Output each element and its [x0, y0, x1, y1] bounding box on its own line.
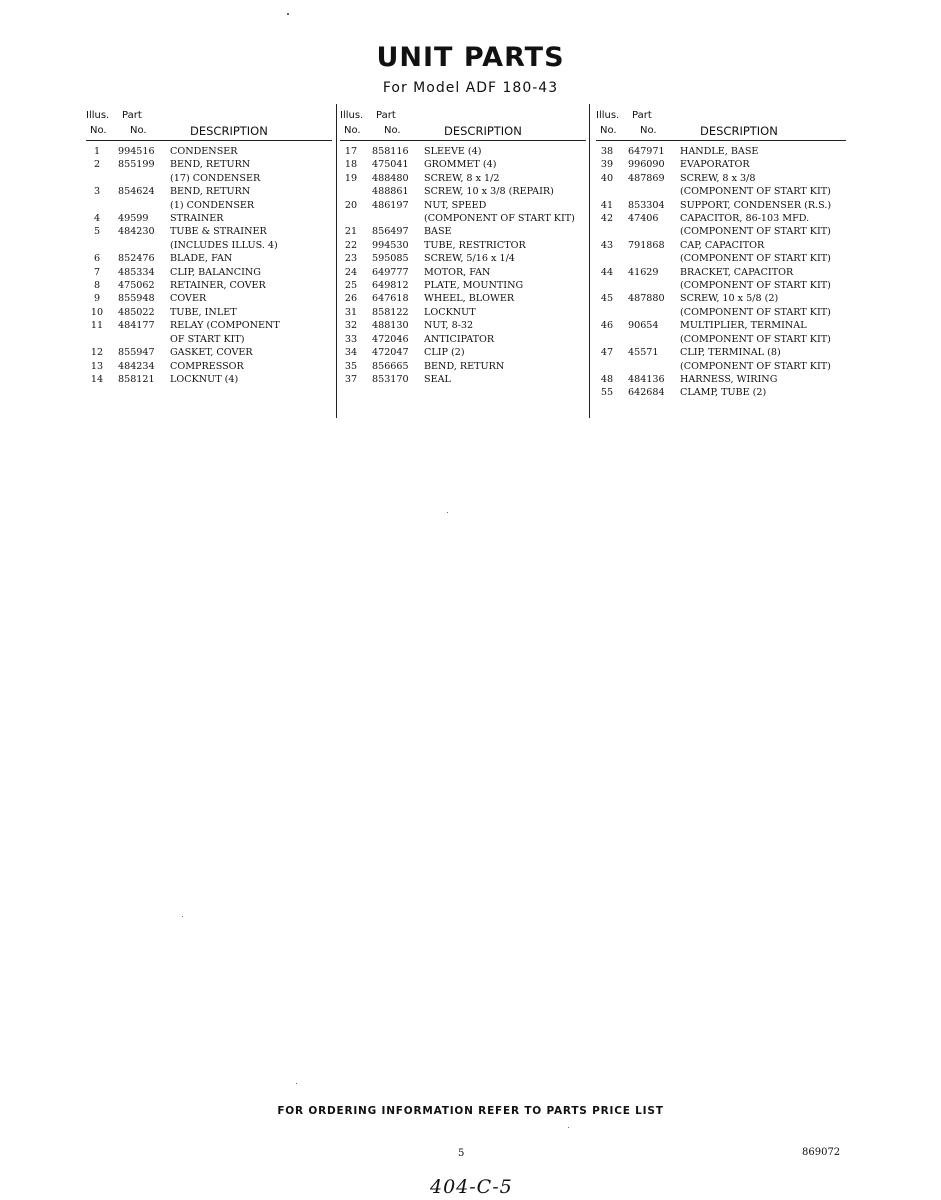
parts-row: [340, 373, 586, 386]
part-number: 858122: [372, 306, 409, 318]
part-number: 484234: [118, 360, 155, 372]
part-number: 858121: [118, 373, 155, 385]
illus-number: 37: [344, 373, 358, 385]
part-number: 855199: [118, 159, 155, 171]
part-description: SLEEVE (4): [424, 146, 482, 157]
illus-number: 20: [344, 199, 358, 211]
part-description: RELAY (COMPONENT OF START KIT): [170, 320, 280, 345]
handwritten-note: 404-C-5: [430, 1176, 513, 1198]
part-description: SEAL: [424, 373, 451, 385]
part-description: CAPACITOR, 86-103 MFD. (COMPONENT OF START KIT): [680, 213, 831, 238]
illus-number: 48: [600, 373, 614, 385]
parts-row: [86, 319, 332, 346]
parts-row: [86, 252, 332, 265]
illus-number: 13: [90, 360, 104, 372]
part-number: 90654: [628, 320, 659, 332]
part-number: 484136: [628, 373, 665, 385]
illus-number: 25: [344, 280, 358, 292]
part-description: HANDLE, BASE: [680, 146, 759, 157]
parts-row: [596, 292, 846, 319]
part-description: LOCKNUT (4): [170, 373, 239, 385]
header-illus-no: No.: [90, 125, 107, 136]
part-number: 647971: [628, 146, 665, 157]
column-divider: [589, 104, 590, 418]
parts-row: [86, 158, 332, 185]
header-part-no: No.: [384, 125, 401, 136]
header-description: DESCRIPTION: [444, 124, 522, 138]
part-number: 487869: [628, 172, 665, 184]
part-number: 994530: [372, 239, 409, 251]
part-number: 488861: [372, 186, 409, 198]
part-number: 487880: [628, 293, 665, 305]
parts-column-1: [86, 110, 332, 386]
illus-number: 40: [600, 172, 614, 184]
parts-row: [86, 373, 332, 386]
part-number: 488480: [372, 172, 409, 184]
illus-number: 10: [90, 306, 104, 318]
part-description: BEND, RETURN (17) CONDENSER: [170, 159, 261, 184]
part-number: 647618: [372, 293, 409, 305]
part-number: 41629: [628, 266, 659, 278]
illus-number: 45: [600, 293, 614, 305]
part-description: STRAINER: [170, 213, 224, 225]
illus-number: 3: [93, 186, 101, 198]
illus-number: 24: [344, 266, 358, 278]
part-description: SCREW, 8 x 3/8 (COMPONENT OF START KIT): [680, 172, 831, 198]
part-description: CAP, CAPACITOR (COMPONENT OF START KIT): [680, 239, 831, 265]
illus-number: 18: [344, 159, 358, 171]
part-number: 642684: [628, 387, 665, 399]
parts-row: [596, 158, 846, 171]
part-number: 475062: [118, 280, 155, 292]
header-description: DESCRIPTION: [700, 124, 778, 138]
part-description: BEND, RETURN (1) CONDENSER: [170, 186, 255, 211]
part-description: LOCKNUT: [424, 306, 476, 318]
parts-row: [86, 266, 332, 279]
header-part-no: No.: [640, 125, 657, 136]
parts-row: [596, 239, 846, 266]
part-description: SCREW, 8 x 1/2: [424, 172, 500, 184]
parts-row: [86, 279, 332, 292]
part-description: SCREW, 10 x 5/8 (2) (COMPONENT OF START KIT): [680, 293, 831, 318]
illus-number: 23: [344, 253, 358, 265]
parts-list: [596, 145, 846, 400]
parts-row: [340, 346, 586, 359]
illus-number: 31: [344, 306, 358, 318]
parts-row: [86, 145, 332, 158]
part-description: PLATE, MOUNTING: [424, 280, 524, 292]
parts-row: [340, 319, 586, 332]
parts-row: [340, 266, 586, 279]
part-number: 996090: [628, 159, 665, 171]
part-number: 472047: [372, 347, 409, 359]
model-subtitle: For Model ADF 180-43: [382, 80, 559, 96]
part-number: 485334: [118, 266, 155, 278]
part-description: BRACKET, CAPACITOR (COMPONENT OF START KIT): [680, 266, 831, 292]
scan-speck: [447, 512, 448, 513]
part-description: GASKET, COVER: [170, 347, 253, 359]
header-part-no: No.: [130, 125, 147, 136]
ordering-note: FOR ORDERING INFORMATION REFER TO PARTS PRICE LIST: [277, 1105, 664, 1117]
part-number: 649812: [372, 280, 409, 292]
parts-row: [596, 373, 846, 386]
illus-number: 1: [93, 146, 101, 157]
header-part: Part: [376, 110, 396, 121]
part-number: 595085: [372, 253, 409, 265]
part-number: 994516: [118, 146, 155, 157]
part-description: BEND, RETURN: [424, 360, 505, 372]
table-header: [340, 110, 586, 141]
part-description: NUT, SPEED (COMPONENT OF START KIT): [424, 199, 575, 225]
header-illus: Illus.: [86, 110, 110, 121]
parts-list: [86, 145, 332, 386]
part-description: CLAMP, TUBE (2): [680, 387, 767, 399]
illus-number: 14: [90, 373, 104, 385]
part-description: SCREW, 5/16 x 1/4: [424, 253, 515, 265]
header-description: DESCRIPTION: [190, 124, 268, 138]
part-number: 45571: [628, 347, 659, 359]
part-description: NUT, 8-32: [424, 320, 474, 332]
illus-number: 32: [344, 320, 358, 332]
part-number: 47406: [628, 213, 659, 225]
part-number: 852476: [118, 253, 155, 265]
parts-row: [596, 346, 846, 373]
part-description: SUPPORT, CONDENSER (R.S.): [680, 199, 832, 211]
part-description: MULTIPLIER, TERMINAL (COMPONENT OF START KIT): [680, 320, 831, 345]
part-number: 858116: [372, 146, 409, 157]
parts-row: [340, 279, 586, 292]
parts-row: [340, 333, 586, 346]
part-number: 854624: [118, 186, 155, 198]
header-part: Part: [632, 110, 652, 121]
parts-row: [596, 199, 846, 212]
scan-speck: [296, 1083, 297, 1084]
part-description: BLADE, FAN: [170, 253, 233, 265]
parts-row: [86, 346, 332, 359]
part-number: 853304: [628, 199, 665, 211]
parts-row: [340, 158, 586, 171]
parts-row: [86, 292, 332, 305]
illus-number: 33: [344, 333, 358, 345]
part-description: ANTICIPATOR: [424, 333, 495, 345]
part-number: 485022: [118, 306, 155, 318]
part-description: EVAPORATOR: [680, 159, 750, 171]
illus-number: 7: [93, 266, 101, 278]
parts-list: [340, 145, 586, 386]
part-number: 853170: [372, 373, 409, 385]
parts-row: [596, 172, 846, 199]
scan-speck: [287, 13, 289, 15]
parts-row: [596, 386, 846, 399]
part-description: MOTOR, FAN: [424, 266, 491, 278]
illus-number: 4: [93, 213, 101, 225]
part-number: 488130: [372, 320, 409, 332]
parts-row: [86, 225, 332, 252]
illus-number: 2: [93, 159, 101, 171]
illus-number: 22: [344, 239, 358, 251]
illus-number: 55: [600, 387, 614, 399]
illus-number: 47: [600, 347, 614, 359]
part-description: CLIP, TERMINAL (8) (COMPONENT OF START KIT): [680, 347, 831, 372]
part-description: TUBE & STRAINER (INCLUDES ILLUS. 4): [170, 226, 278, 251]
part-number: 791868: [628, 239, 665, 251]
part-description: TUBE, INLET: [170, 306, 237, 318]
parts-row: [340, 145, 586, 158]
illus-number: 26: [344, 293, 358, 305]
part-description: SCREW, 10 x 3/8 (REPAIR): [424, 186, 554, 198]
table-header: [86, 110, 332, 141]
column-divider: [336, 104, 337, 418]
illus-number: 41: [600, 199, 614, 211]
scan-speck: [182, 916, 183, 917]
part-description: CLIP, BALANCING: [170, 266, 261, 278]
document-number: 869072: [802, 1147, 841, 1158]
illus-number: 39: [600, 159, 614, 171]
illus-number: 19: [344, 172, 358, 184]
illus-number: 17: [344, 146, 358, 157]
parts-row: [596, 212, 846, 239]
parts-row: [86, 306, 332, 319]
part-number: 486197: [372, 199, 409, 211]
page-title: UNIT PARTS: [376, 42, 565, 73]
parts-row: [340, 172, 586, 185]
illus-number: 12: [90, 347, 104, 359]
parts-row: [86, 185, 332, 212]
illus-number: 8: [93, 280, 101, 292]
part-description: BASE: [424, 226, 452, 238]
illus-number: 5: [93, 226, 101, 238]
header-part: Part: [122, 110, 142, 121]
parts-row: [340, 239, 586, 252]
illus-number: 9: [93, 293, 101, 305]
parts-row: [596, 145, 846, 158]
part-description: CLIP (2): [424, 347, 465, 359]
page-number: 5: [458, 1148, 465, 1159]
part-description: RETAINER, COVER: [170, 280, 266, 292]
part-number: 472046: [372, 333, 409, 345]
parts-row: [340, 360, 586, 373]
header-illus-no: No.: [344, 125, 361, 136]
parts-row: [86, 360, 332, 373]
part-number: 649777: [372, 266, 409, 278]
parts-row: [340, 185, 586, 198]
parts-row: [340, 199, 586, 226]
parts-row: [340, 225, 586, 238]
illus-number: 43: [600, 239, 614, 251]
illus-number: 11: [90, 320, 104, 332]
part-description: CONDENSER: [170, 146, 238, 157]
part-number: 856665: [372, 360, 409, 372]
part-number: 855947: [118, 347, 155, 359]
illus-number: 6: [93, 253, 101, 265]
parts-row: [596, 319, 846, 346]
part-number: 856497: [372, 226, 409, 238]
parts-row: [86, 212, 332, 225]
header-illus: Illus.: [340, 110, 364, 121]
part-description: WHEEL, BLOWER: [424, 293, 515, 305]
part-description: GROMMET (4): [424, 159, 497, 171]
part-description: COVER: [170, 293, 207, 305]
parts-row: [340, 252, 586, 265]
part-description: TUBE, RESTRICTOR: [424, 239, 526, 251]
part-number: 484230: [118, 226, 155, 238]
illus-number: 21: [344, 226, 358, 238]
illus-number: 46: [600, 320, 614, 332]
part-number: 855948: [118, 293, 155, 305]
illus-number: 44: [600, 266, 614, 278]
part-description: HARNESS, WIRING: [680, 373, 778, 385]
parts-row: [340, 292, 586, 305]
parts-column-2: [340, 110, 586, 386]
part-number: 475041: [372, 159, 409, 171]
parts-row: [340, 306, 586, 319]
illus-number: 34: [344, 347, 358, 359]
scan-speck: [568, 1127, 569, 1128]
parts-row: [596, 266, 846, 293]
header-illus: Illus.: [596, 110, 620, 121]
part-description: COMPRESSOR: [170, 360, 244, 372]
part-number: 484177: [118, 320, 155, 332]
table-header: [596, 110, 846, 141]
parts-column-3: [596, 110, 846, 400]
illus-number: 35: [344, 360, 358, 372]
header-illus-no: No.: [600, 125, 617, 136]
part-number: 49599: [118, 213, 149, 225]
illus-number: 42: [600, 213, 614, 225]
illus-number: 38: [600, 146, 614, 157]
